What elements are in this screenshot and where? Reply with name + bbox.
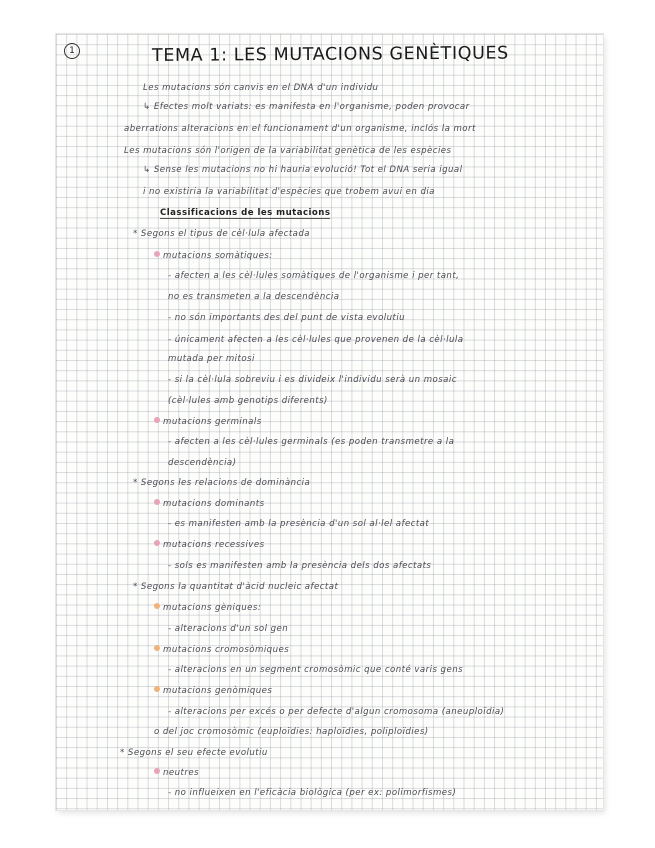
note-line: Les mutacions són l'origen de la variabilitat genètica de les espècies xyxy=(124,146,452,156)
note-line: o del joc cromosòmic (euploïdies: haploïdies, poliploïdies) xyxy=(154,727,429,737)
pink-bullet-icon xyxy=(154,540,160,546)
note-line: * Segons les relacions de dominància xyxy=(133,478,311,488)
list-item: mutacions recessives xyxy=(154,540,265,550)
note-line: - no són importants des del punt de vista evolutiu xyxy=(168,313,406,323)
note-line: * Segons la quantitat d'àcid nucleic afectat xyxy=(133,582,339,592)
pink-bullet-icon xyxy=(154,417,160,423)
orange-bullet-icon xyxy=(154,686,160,692)
orange-bullet-icon xyxy=(154,645,160,651)
list-item: mutacions dominants xyxy=(154,499,265,509)
note-line: - no influeixen en l'eficàcia biològica (per ex: polimorfismes) xyxy=(168,788,457,798)
note-line: ↳ Sense les mutacions no hi hauria evolució! Tot el DNA seria igual xyxy=(143,165,463,175)
note-line: * Segons el tipus de cèl·lula afectada xyxy=(133,229,310,239)
note-line: no es transmeten a la descendència xyxy=(168,292,340,302)
list-item: mutacions gèniques: xyxy=(154,603,261,613)
note-line: ↳ Efectes molt variats: es manifesta en l'organisme, poden provocar xyxy=(143,102,470,112)
list-item: mutacions germinals xyxy=(154,417,262,427)
note-line: - afecten a les cèl·lules somàtiques de l'organisme i per tant, xyxy=(168,271,460,281)
list-item: mutacions somàtiques: xyxy=(154,251,273,261)
pink-bullet-icon xyxy=(154,768,160,774)
note-line: Les mutacions són canvis en el DNA d'un individu xyxy=(143,83,379,93)
pink-bullet-icon xyxy=(154,251,160,257)
note-line: aberrations alteracions en el funcionament d'un organisme, inclós la mort xyxy=(124,124,476,134)
note-line: - sols es manifesten amb la presència dels dos afectats xyxy=(168,561,432,571)
note-line: - únicament afecten a les cèl·lules que provenen de la cèl·lula xyxy=(168,335,464,345)
note-line: - afecten a les cèl·lules germinals (es poden transmetre a la xyxy=(168,437,455,447)
page-title: TEMA 1: LES MUTACIONS GENÈTIQUES xyxy=(151,43,509,66)
list-item: neutres xyxy=(154,768,199,778)
note-line: - es manifesten amb la presència d'un sol al·lel afectat xyxy=(168,519,430,529)
note-line: - alteracions en un segment cromosòmic que conté varis gens xyxy=(168,665,464,675)
note-line: - alteracions d'un sol gen xyxy=(168,624,289,634)
note-line: - alteracions per excés o per defecte d'algun cromosoma (aneuploïdia) xyxy=(168,707,505,717)
pink-bullet-icon xyxy=(154,499,160,505)
note-line: mutada per mitosi xyxy=(168,354,255,364)
section-heading-underlined: Classificacions de les mutacions xyxy=(160,208,331,218)
orange-bullet-icon xyxy=(154,603,160,609)
note-line: - si la cèl·lula sobreviu i es divideix l'individu serà un mosaic xyxy=(168,375,457,385)
note-line: * Segons el seu efecte evolutiu xyxy=(120,748,268,758)
note-line: i no existiria la variabilitat d'espècies que trobem avui en dia xyxy=(143,187,435,197)
list-item: mutacions genòmiques xyxy=(154,686,272,696)
note-line: (cèl·lules amb genotips diferents) xyxy=(168,396,328,406)
list-item: mutacions cromosòmiques xyxy=(154,645,289,655)
note-line: descendència) xyxy=(168,458,237,468)
page-number: 1 xyxy=(64,43,80,59)
